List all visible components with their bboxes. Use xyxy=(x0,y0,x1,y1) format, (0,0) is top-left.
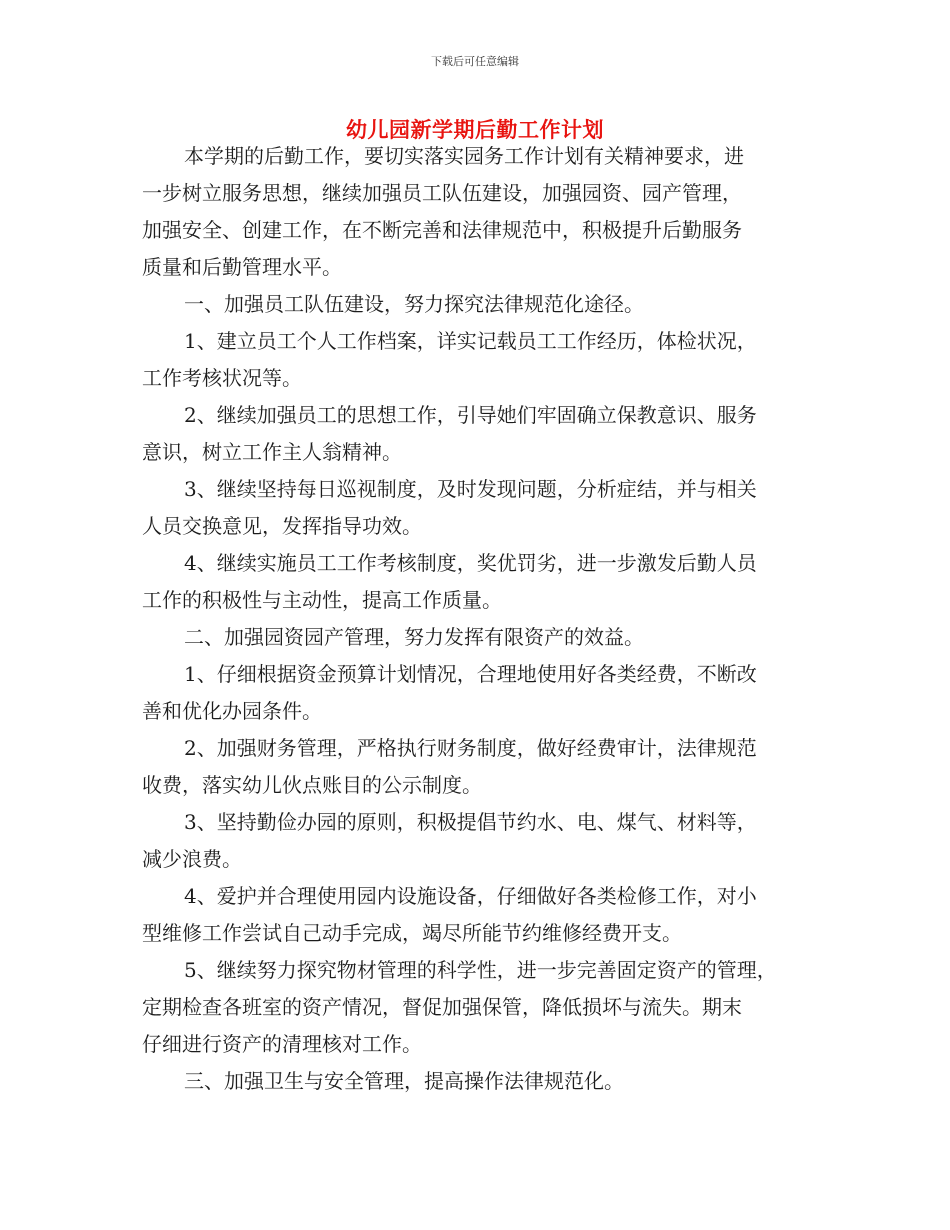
body-line: 本学期的后勤工作，要切实落实园务工作计划有关精神要求，进 xyxy=(184,144,744,168)
body-line: 5、继续努力探究物材管理的科学性，进一步完善固定资产的管理， xyxy=(184,958,777,982)
body-line: 1、建立员工个人工作档案，详实记载员工工作经历，体检状况， xyxy=(184,329,757,353)
body-line: 加强安全、创建工作，在不断完善和法律规范中，积极提升后勤服务 xyxy=(142,218,742,242)
document-body xyxy=(142,138,822,1100)
document-title: 幼儿园新学期后勤工作计划 xyxy=(346,118,604,142)
body-line: 工作考核状况等。 xyxy=(142,366,302,390)
body-line: 质量和后勤管理水平。 xyxy=(142,255,342,279)
body-line: 4、继续实施员工工作考核制度，奖优罚劣，进一步激发后勤人员 xyxy=(184,551,757,575)
body-line: 定期检查各班室的资产情况，督促加强保管，降低损坏与流失。期末 xyxy=(142,995,742,1019)
body-line: 收费，落实幼儿伙点账目的公示制度。 xyxy=(142,773,482,797)
body-line: 一、加强员工队伍建设，努力探究法律规范化途径。 xyxy=(184,292,644,316)
body-line: 二、加强园资园产管理，努力发挥有限资产的效益。 xyxy=(184,625,644,649)
body-line: 仔细进行资产的清理核对工作。 xyxy=(142,1032,422,1056)
body-line: 一步树立服务思想，继续加强员工队伍建设，加强园资、园产管理， xyxy=(142,181,742,205)
body-line: 2、继续加强员工的思想工作，引导她们牢固确立保教意识、服务 xyxy=(184,403,757,427)
body-line: 3、坚持勤俭办园的原则，积极提倡节约水、电、煤气、材料等， xyxy=(184,810,757,834)
body-line: 工作的积极性与主动性，提高工作质量。 xyxy=(142,588,502,612)
header-note: 下载后可任意编辑 xyxy=(431,55,519,68)
body-line: 1、仔细根据资金预算计划情况，合理地使用好各类经费，不断改 xyxy=(184,662,757,686)
body-line: 意识，树立工作主人翁精神。 xyxy=(142,440,402,464)
body-line: 2、加强财务管理，严格执行财务制度，做好经费审计，法律规范 xyxy=(184,736,757,760)
body-line: 型维修工作尝试自己动手完成，竭尽所能节约维修经费开支。 xyxy=(142,921,682,945)
body-line: 善和优化办园条件。 xyxy=(142,699,322,723)
body-line: 3、继续坚持每日巡视制度，及时发现问题，分析症结，并与相关 xyxy=(184,477,757,501)
body-line: 人员交换意见，发挥指导功效。 xyxy=(142,514,422,538)
body-line: 减少浪费。 xyxy=(142,847,242,871)
body-line: 三、加强卫生与安全管理，提高操作法律规范化。 xyxy=(184,1069,624,1093)
body-line: 4、爱护并合理使用园内设施设备，仔细做好各类检修工作，对小 xyxy=(184,884,757,908)
